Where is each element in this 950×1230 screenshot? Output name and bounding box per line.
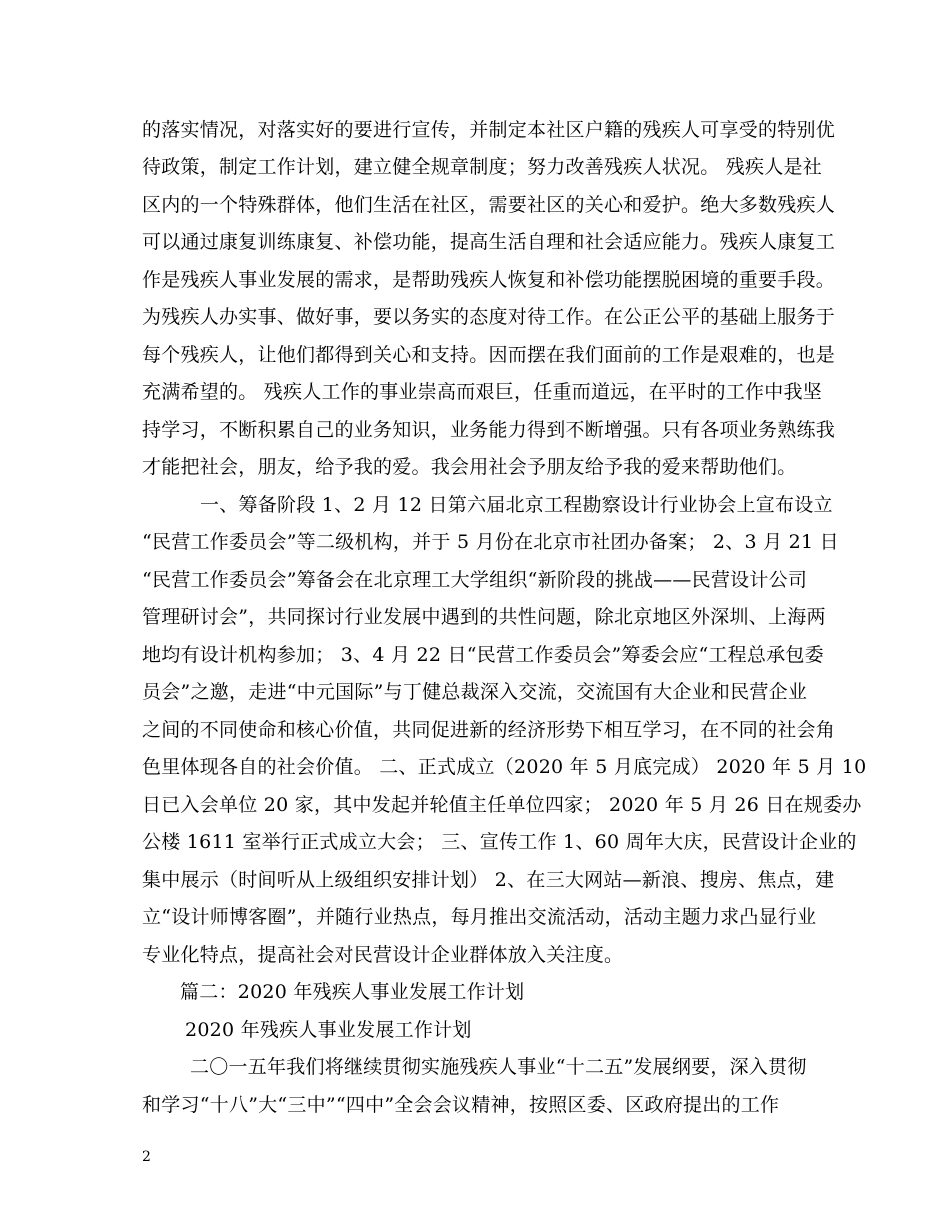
text-line: 为残疾人办实事、做好事，要以务实的态度对待工作。在公正公平的基础上服务于 [142, 306, 836, 328]
text-line: “民营工作委员会”等二级机构，并于 5 月份在北京市社团办备案； 2、3 月 21 日 [142, 531, 839, 553]
text-line: 二〇一五年我们将继续贯彻实施残疾人事业“十二五”发展纲要，深入贯彻 [190, 1056, 807, 1078]
text-line: 可以通过康复训练康复、补偿功能，提高生活自理和社会适应能力。残疾人康复工 [142, 231, 836, 253]
text-line: 日已入会单位 20 家，其中发起并轮值主任单位四家； 2020 年 5 月 26 日在规委办 [142, 794, 862, 816]
text-line: 一、筹备阶段 1、2 月 12 日第六届北京工程勘察设计行业协会上宣布设立 [200, 494, 833, 516]
text-line: 色里体现各自的社会价值。 二、正式成立（2020 年 5 月底完成） 2020 年 5 月 10 [142, 756, 867, 778]
text-line: 之间的不同使命和核心价值，共同促进新的经济形势下相互学习，在不同的社会角 [142, 719, 836, 741]
text-line: 充满希望的。 残疾人工作的事业崇高而艰巨，任重而道远，在平时的工作中我坚 [142, 381, 823, 403]
text-line: “民营工作委员会”筹备会在北京理工大学组织“新阶段的挑战——民营设计公司 [142, 569, 808, 591]
text-line: 员会”之邀，走进“中元国际”与丁健总裁深入交流，交流国有大企业和民营企业 [142, 681, 808, 703]
text-line: 管理研讨会”，共同探讨行业发展中遇到的共性问题，除北京地区外深圳、上海两 [142, 606, 826, 628]
page-number: 2 [142, 1149, 151, 1165]
text-line: 立“设计师博客圈”，并随行业热点，每月推出交流活动，活动主题力求凸显行业 [142, 906, 817, 928]
document-title: 2020 年残疾人事业发展工作计划 [185, 1019, 472, 1041]
text-line: 才能把社会，朋友，给予我的爱。我会用社会予朋友给予我的爱来帮助他们。 [142, 456, 797, 478]
text-line: 作是残疾人事业发展的需求，是帮助残疾人恢复和补偿功能摆脱困境的重要手段。 [142, 269, 836, 291]
text-line: 集中展示（时间听从上级组织安排计划） 2、在三大网站—新浪、搜房、焦点，建 [142, 869, 835, 891]
text-line: 持学习，不断积累自己的业务知识，业务能力得到不断增强。只有各项业务熟练我 [142, 419, 836, 441]
text-line: 专业化特点，提高社会对民营设计企业群体放入关注度。 [142, 944, 624, 966]
text-line: 公楼 1611 室举行正式成立大会； 三、宣传工作 1、60 周年大庆，民营设计企业的 [142, 831, 857, 853]
text-line: 每个残疾人，让他们都得到关心和支持。因而摆在我们面前的工作是艰难的，也是 [142, 344, 836, 366]
text-line: 的落实情况，对落实好的要进行宣传，并制定本社区户籍的残疾人可享受的特别优 [142, 119, 836, 141]
text-line: 区内的一个特殊群体，他们生活在社区，需要社区的关心和爱护。绝大多数残疾人 [142, 194, 836, 216]
text-line: 待政策，制定工作计划，建立健全规章制度；努力改善残疾人状况。 残疾人是社 [142, 156, 823, 178]
text-line: 地均有设计机构参加； 3、4 月 22 日“民营工作委员会”筹委会应“工程总承包委 [142, 644, 824, 666]
section-heading: 篇二：2020 年残疾人事业发展工作计划 [180, 981, 525, 1003]
text-line: 和学习“十八”大“三中”“四中”全会会议精神，按照区委、区政府提出的工作 [142, 1094, 780, 1116]
